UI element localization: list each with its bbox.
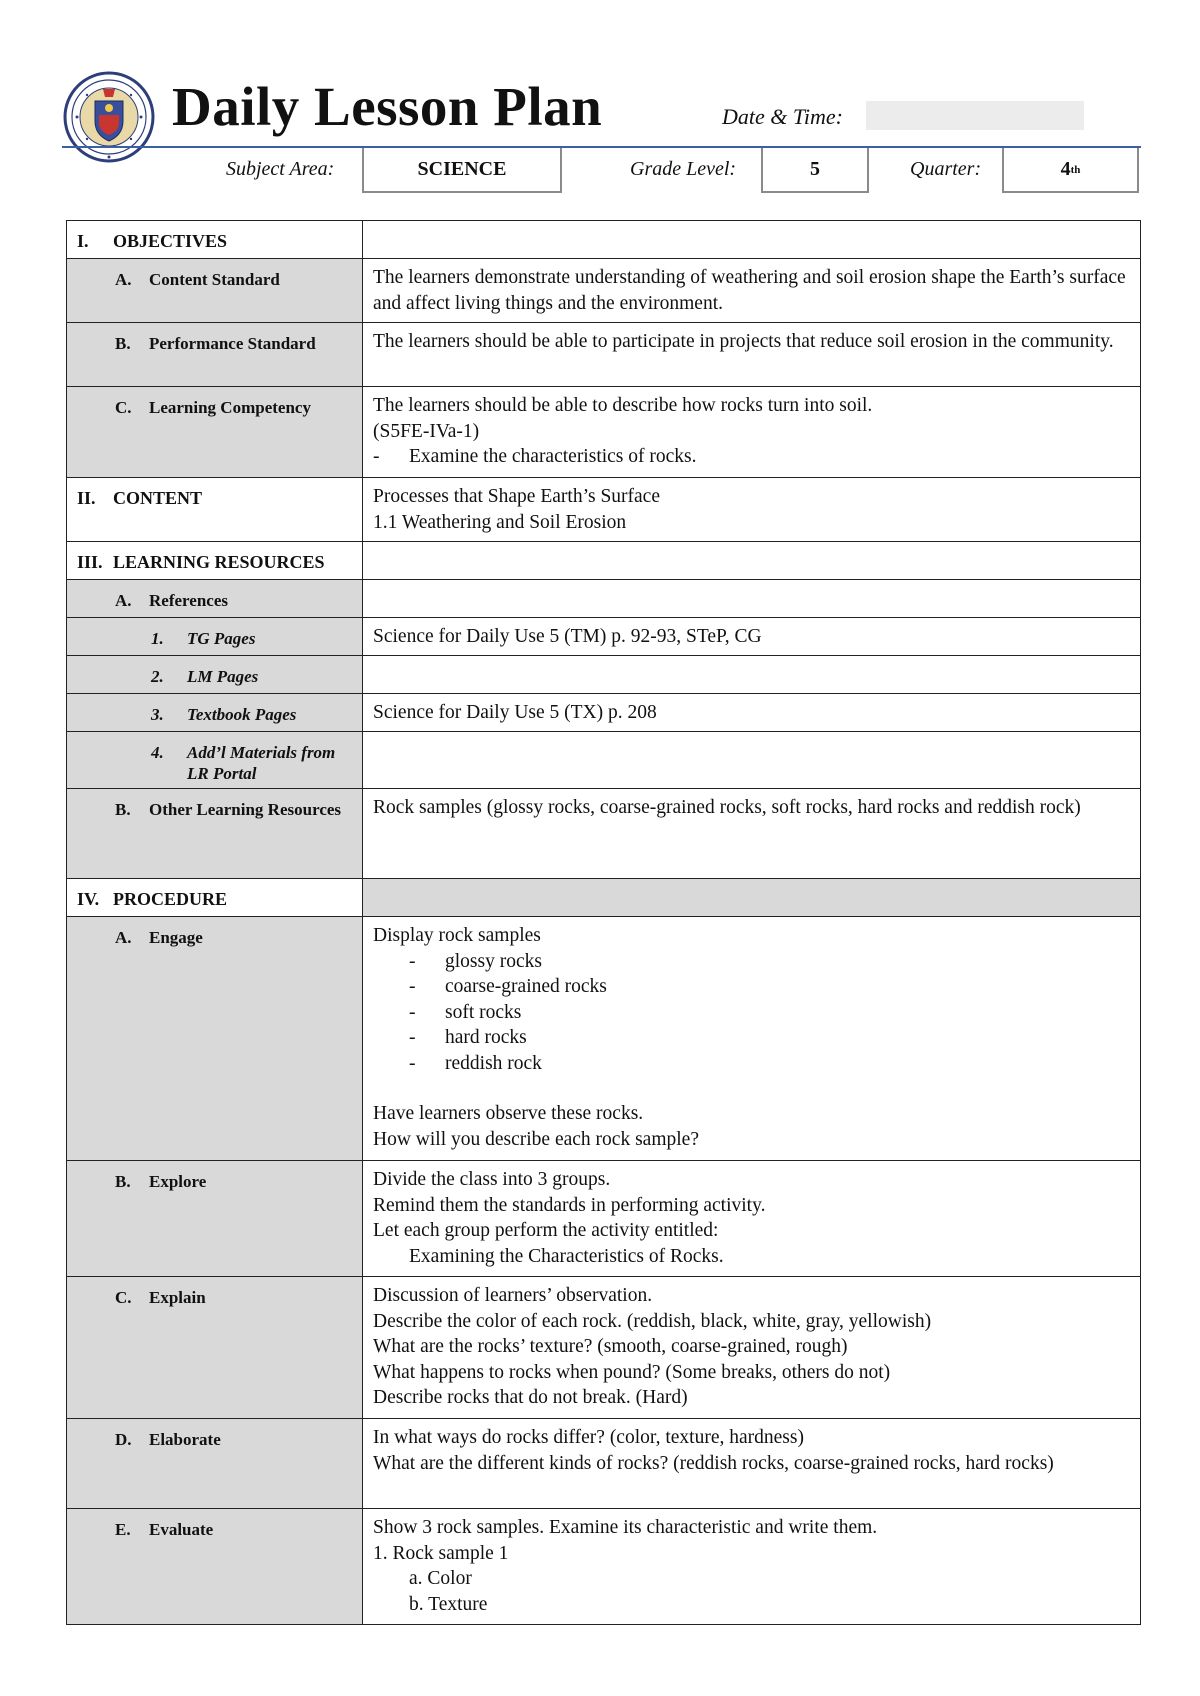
elaborate-text: In what ways do rocks differ? (color, texture, hardness) What are the different kinds of rocks? (reddish rocks, coarse-grained rocks, hard rocks) [363, 1419, 1141, 1509]
explore-text: Divide the class into 3 groups. Remind them the standards in performing activity. Let each group perform the activity entitled: Examining the Characteristics of Rocks. [363, 1161, 1141, 1277]
table-row [67, 221, 1141, 259]
table-row [67, 542, 1141, 580]
page-title: Daily Lesson Plan [172, 76, 603, 137]
lesson-plan-table [66, 220, 1141, 1625]
subject-area-value: SCIENCE [417, 158, 507, 180]
elaborate-label: D. Elaborate [67, 1419, 363, 1509]
date-time-field[interactable] [866, 101, 1084, 130]
procedure-heading: IV. PROCEDURE [67, 879, 363, 917]
quarter-label: Quarter: [910, 158, 982, 180]
content-standard-text: The learners demonstrate understanding of weathering and soil erosion shape the Earth’s surface and affect living things and the environment. [363, 259, 1141, 323]
objectives-heading: I. OBJECTIVES [67, 221, 363, 259]
deped-seal-icon [63, 71, 155, 163]
content-text: Processes that Shape Earth’s Surface 1.1 Weathering and Soil Erosion [363, 478, 1141, 542]
other-resources-text: Rock samples (glossy rocks, coarse-grained rocks, soft rocks, hard rocks and reddish rock) [363, 789, 1141, 879]
grade-level-label: Grade Level: [630, 158, 737, 180]
table-row [67, 259, 1141, 323]
textbook-pages-label: 3. Textbook Pages [67, 694, 363, 732]
table-row [67, 917, 1141, 1161]
table-row [67, 387, 1141, 478]
engage-label: A. Engage [67, 917, 363, 1161]
content-heading: II. CONTENT [67, 478, 363, 542]
other-resources-label: B. Other Learning Resources [67, 789, 363, 879]
learning-resources-heading: III. LEARNING RESOURCES [67, 542, 363, 580]
table-row [67, 618, 1141, 656]
evaluate-label: E. Evaluate [67, 1509, 363, 1625]
table-row [67, 789, 1141, 879]
grade-level-field[interactable] [761, 148, 869, 193]
performance-standard-label: B. Performance Standard [67, 323, 363, 387]
header-divider [62, 146, 1141, 148]
tg-pages-value: Science for Daily Use 5 (TM) p. 92-93, STeP, CG [363, 618, 1141, 656]
table-row [67, 1277, 1141, 1419]
learning-competency-text: The learners should be able to describe how rocks turn into soil. (S5FE-IVa-1) - Examine the characteristics of rocks. [363, 387, 1141, 478]
lm-pages-value [363, 656, 1141, 694]
subject-area-field[interactable] [362, 148, 562, 193]
references-label: A. References [67, 580, 363, 618]
table-row [67, 580, 1141, 618]
table-row [67, 732, 1141, 789]
quarter-value: 4 [1060, 158, 1071, 180]
table-row [67, 1509, 1141, 1625]
table-row [67, 694, 1141, 732]
subject-area-label: Subject Area: [226, 158, 335, 180]
explain-label: C. Explain [67, 1277, 363, 1419]
engage-text: Display rock samples - glossy rocks - coarse-grained rocks - soft rocks - hard rocks - reddish rock Have learners observe these rocks. How will you describe each rock sample? [363, 917, 1141, 1161]
textbook-pages-value: Science for Daily Use 5 (TX) p. 208 [363, 694, 1141, 732]
objectives-content [363, 221, 1141, 259]
table-row [67, 656, 1141, 694]
date-time-label: Date & Time: [722, 104, 843, 129]
table-row [67, 323, 1141, 387]
evaluate-text: Show 3 rock samples. Examine its characteristic and write them. 1. Rock sample 1 a. Color b. Texture [363, 1509, 1141, 1625]
quarter-suffix: th [1070, 163, 1081, 176]
table-row [67, 1419, 1141, 1509]
table-row [67, 879, 1141, 917]
lr-portal-value [363, 732, 1141, 789]
explore-label: B. Explore [67, 1161, 363, 1277]
learning-competency-label: C. Learning Competency [67, 387, 363, 478]
explain-text: Discussion of learners’ observation. Describe the color of each rock. (reddish, black, white, gray, yellowish) What are the rocks’ texture? (smooth, coarse-grained, rough) What happens to rocks when pound? (Some breaks, others do not) Describe rocks that do not break. (Hard) [363, 1277, 1141, 1419]
tg-pages-label: 1. TG Pages [67, 618, 363, 656]
grade-level-value: 5 [810, 158, 820, 180]
quarter-field[interactable] [1002, 148, 1139, 193]
lm-pages-label: 2. LM Pages [67, 656, 363, 694]
performance-standard-text: The learners should be able to participate in projects that reduce soil erosion in the community. [363, 323, 1141, 387]
table-row [67, 478, 1141, 542]
lr-portal-label: 4. Add’l Materials from LR Portal [67, 732, 363, 789]
content-standard-label: A. Content Standard [67, 259, 363, 323]
table-row [67, 1161, 1141, 1277]
